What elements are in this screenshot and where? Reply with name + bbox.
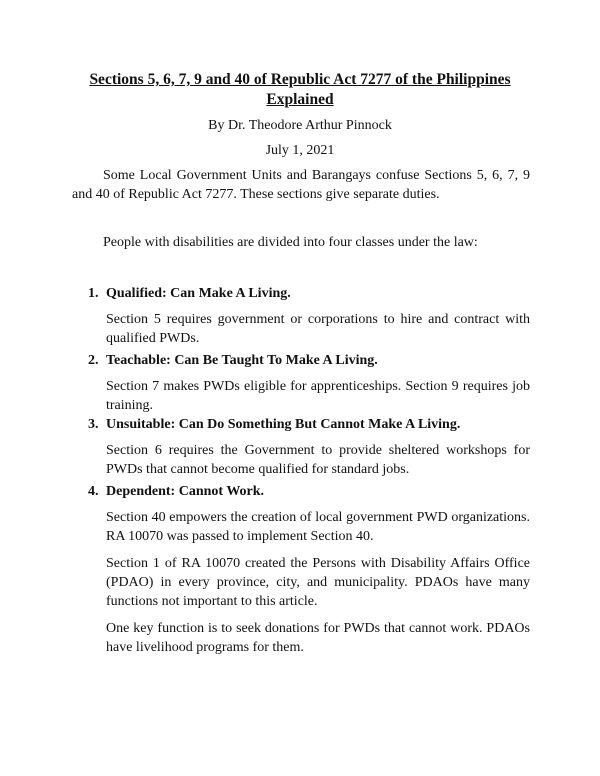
list-item-heading <box>88 352 530 370</box>
list-item-heading <box>88 483 530 501</box>
list-item-title: Dependent: Cannot Work. <box>106 484 265 499</box>
list-item-title: Unsuitable: Can Do Something But Cannot Make A Living. <box>106 417 461 432</box>
document-title: Sections 5, 6, 7, 9 and 40 of Republic Act 7277 of the Philippines Explained <box>89 71 511 108</box>
list-item-title: Teachable: Can Be Taught To Make A Living. <box>106 353 378 368</box>
publication-date: July 1, 2021 <box>265 143 335 158</box>
intro-paragraph: Some Local Government Units and Barangays confuse Sections 5, 6, 7, 9 and 40 of Republic Act 7277. These sections give separate duties. <box>72 168 530 202</box>
list-item-heading <box>88 285 530 303</box>
list-item-paragraph: Section 40 empowers the creation of local government PWD organizations. RA 10070 was passed to implement Section 40. <box>106 510 530 544</box>
list-item-paragraph: Section 6 requires the Government to provide sheltered workshops for PWDs that cannot become qualified for standard jobs. <box>106 443 530 477</box>
list-item-heading <box>88 416 530 434</box>
list-item-body <box>106 508 530 657</box>
list-item-number: 1. <box>88 286 99 301</box>
classes-intro-paragraph: People with disabilities are divided into four classes under the law: <box>103 235 478 250</box>
list-item-paragraph: Section 5 requires government or corporations to hire and contract with qualified PWDs. <box>106 312 530 346</box>
list-item-unsuitable <box>88 416 530 479</box>
list-item-body <box>106 377 530 415</box>
list-item-number: 4. <box>88 484 99 499</box>
list-item-teachable <box>88 352 530 415</box>
list-item-title: Qualified: Can Make A Living. <box>106 286 291 301</box>
list-item-paragraph: Section 7 makes PWDs eligible for apprenticeships. Section 9 requires job training. <box>106 379 530 413</box>
list-item-dependent <box>88 483 530 657</box>
list-item-paragraph: One key function is to seek donations for PWDs that cannot work. PDAOs have livelihood programs for them. <box>106 621 530 655</box>
list-item-qualified <box>88 285 530 348</box>
list-item-body <box>106 310 530 348</box>
list-item-number: 2. <box>88 353 99 368</box>
list-item-paragraph: Section 1 of RA 10070 created the Persons with Disability Affairs Office (PDAO) in every province, city, and municipality. PDAOs have many functions not important to this article. <box>106 556 530 609</box>
list-item-body <box>106 441 530 479</box>
author-byline: By Dr. Theodore Arthur Pinnock <box>208 118 392 133</box>
list-item-number: 3. <box>88 417 99 432</box>
